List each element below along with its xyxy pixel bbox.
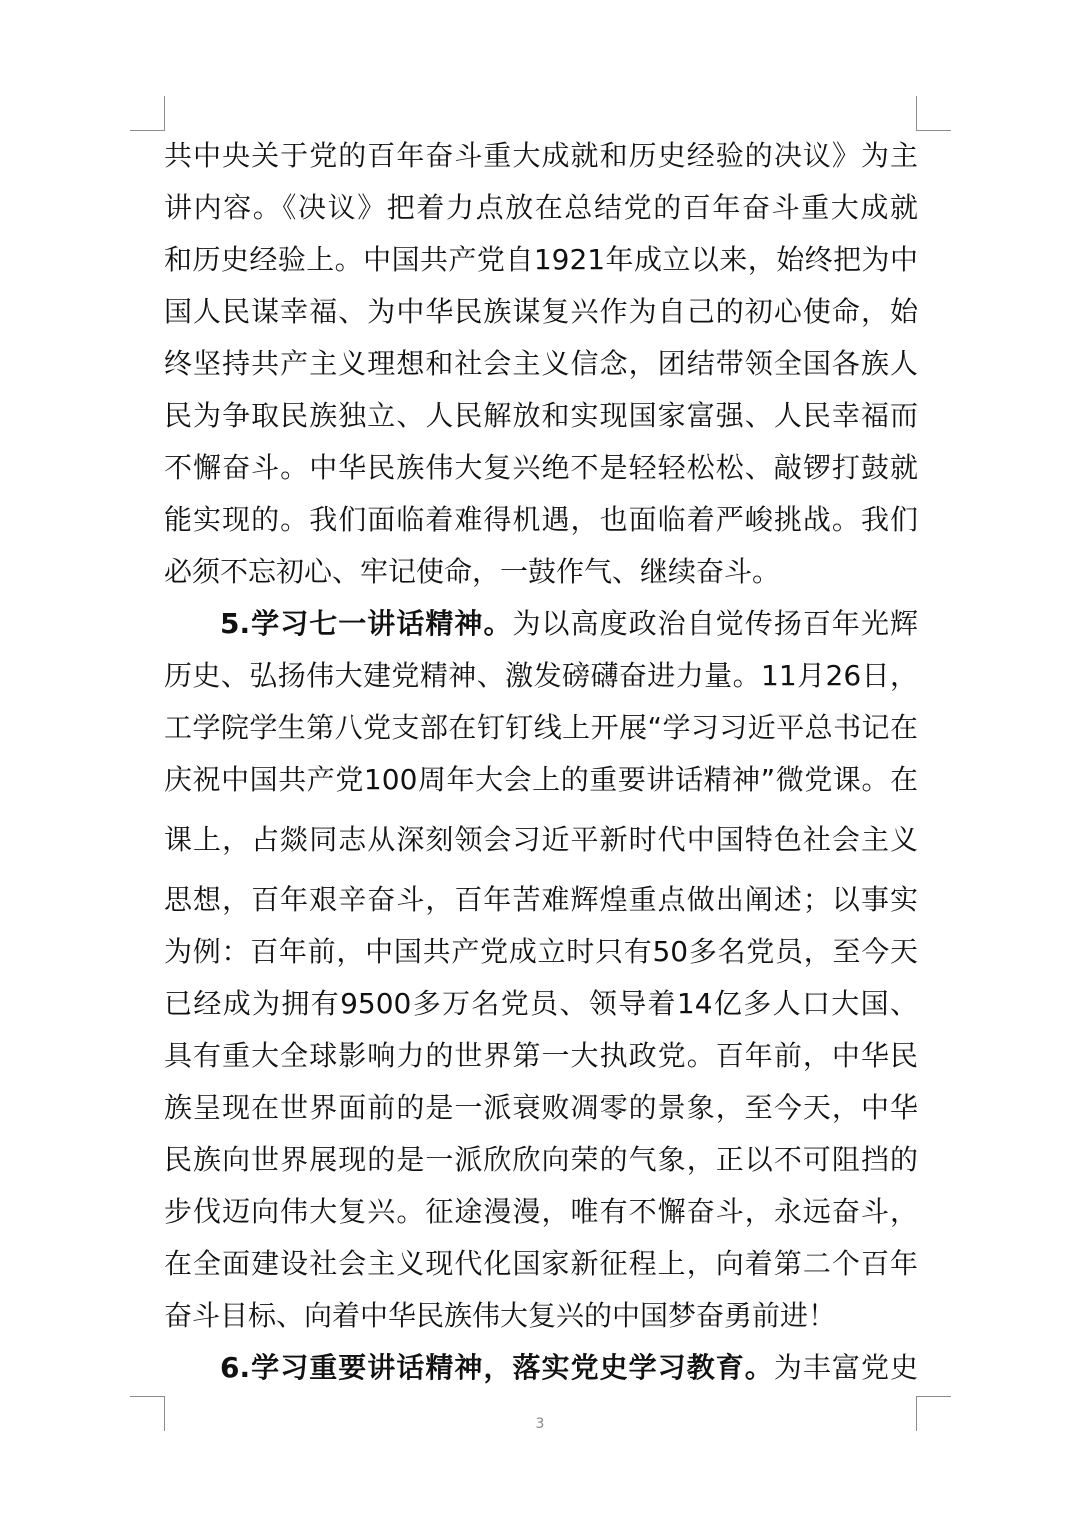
- crop-mark-top-left: [130, 96, 165, 131]
- section-6-first-line: [164, 1342, 918, 1394]
- section-5-first-line-text: 为以高度政治自觉传扬百年光辉: [512, 607, 918, 640]
- section-6-heading: 6.学习重要讲话精神，落实党史学习教育。: [220, 1351, 774, 1384]
- text-line: 和历史经验上。中国共产党自1921年成立以来，始终把为中: [164, 243, 918, 276]
- paragraph-section-5: [164, 598, 918, 1342]
- page-number: 3: [535, 1416, 545, 1432]
- text-line: 能实现的。我们面临着难得机遇，也面临着严峻挑战。我们: [164, 503, 918, 536]
- text-line: 为例：百年前，中国共产党成立时只有50多名党员，至今天: [164, 935, 918, 968]
- text-line: 庆祝中国共产党100周年大会上的重要讲话精神”微党课。在: [164, 763, 918, 796]
- text-line: 不懈奋斗。中华民族伟大复兴绝不是轻轻松松、敲锣打鼓就: [164, 451, 918, 484]
- section-5-first-line: [164, 598, 918, 650]
- text-line: 已经成为拥有9500多万名党员、领导着14亿多人口大国、: [164, 987, 918, 1020]
- text-line: 民为争取民族独立、人民解放和实现国家富强、人民幸福而: [164, 399, 918, 432]
- text-line: 必须不忘初心、牢记使命，一鼓作气、继续奋斗。: [164, 555, 781, 588]
- section-5-heading: 5.学习七一讲话精神。: [220, 607, 513, 640]
- paragraph-continued: [164, 130, 918, 598]
- text-line: 奋斗目标、向着中华民族伟大复兴的中国梦奋勇前进！: [164, 1299, 837, 1332]
- document-body: [164, 130, 918, 1394]
- text-line: 终坚持共产主义理想和社会主义信念，团结带领全国各族人: [164, 347, 918, 380]
- text-line: 具有重大全球影响力的世界第一大执政党。百年前，中华民: [164, 1039, 918, 1072]
- text-line: 族呈现在世界面前的是一派衰败凋零的景象，至今天，中华: [164, 1091, 918, 1124]
- text-line: 思想，百年艰辛奋斗，百年苦难辉煌重点做出阐述；以事实: [164, 883, 918, 916]
- text-line: 历史、弘扬伟大建党精神、激发磅礴奋进力量。11月26日，: [164, 659, 918, 692]
- text-line: 课上，占燚同志从深刻领会习近平新时代中国特色社会主义: [164, 823, 918, 856]
- section-6-first-line-text: 为丰富党史: [773, 1351, 918, 1384]
- text-line: 工学院学生第八党支部在钉钉线上开展“学习习近平总书记在: [164, 711, 918, 744]
- crop-mark-top-right: [916, 96, 951, 131]
- text-line: 共中央关于党的百年奋斗重大成就和历史经验的决议》为主: [164, 139, 918, 172]
- text-line: 在全面建设社会主义现代化国家新征程上，向着第二个百年: [164, 1247, 918, 1280]
- text-line: 国人民谋幸福、为中华民族谋复兴作为自己的初心使命，始: [164, 295, 918, 328]
- text-line: 民族向世界展现的是一派欣欣向荣的气象，正以不可阻挡的: [164, 1143, 918, 1176]
- text-line: 讲内容。《决议》把着力点放在总结党的百年奋斗重大成就: [164, 191, 918, 224]
- paragraph-section-6: [164, 1342, 918, 1394]
- text-line: 步伐迈向伟大复兴。征途漫漫，唯有不懈奋斗，永远奋斗，: [164, 1195, 918, 1228]
